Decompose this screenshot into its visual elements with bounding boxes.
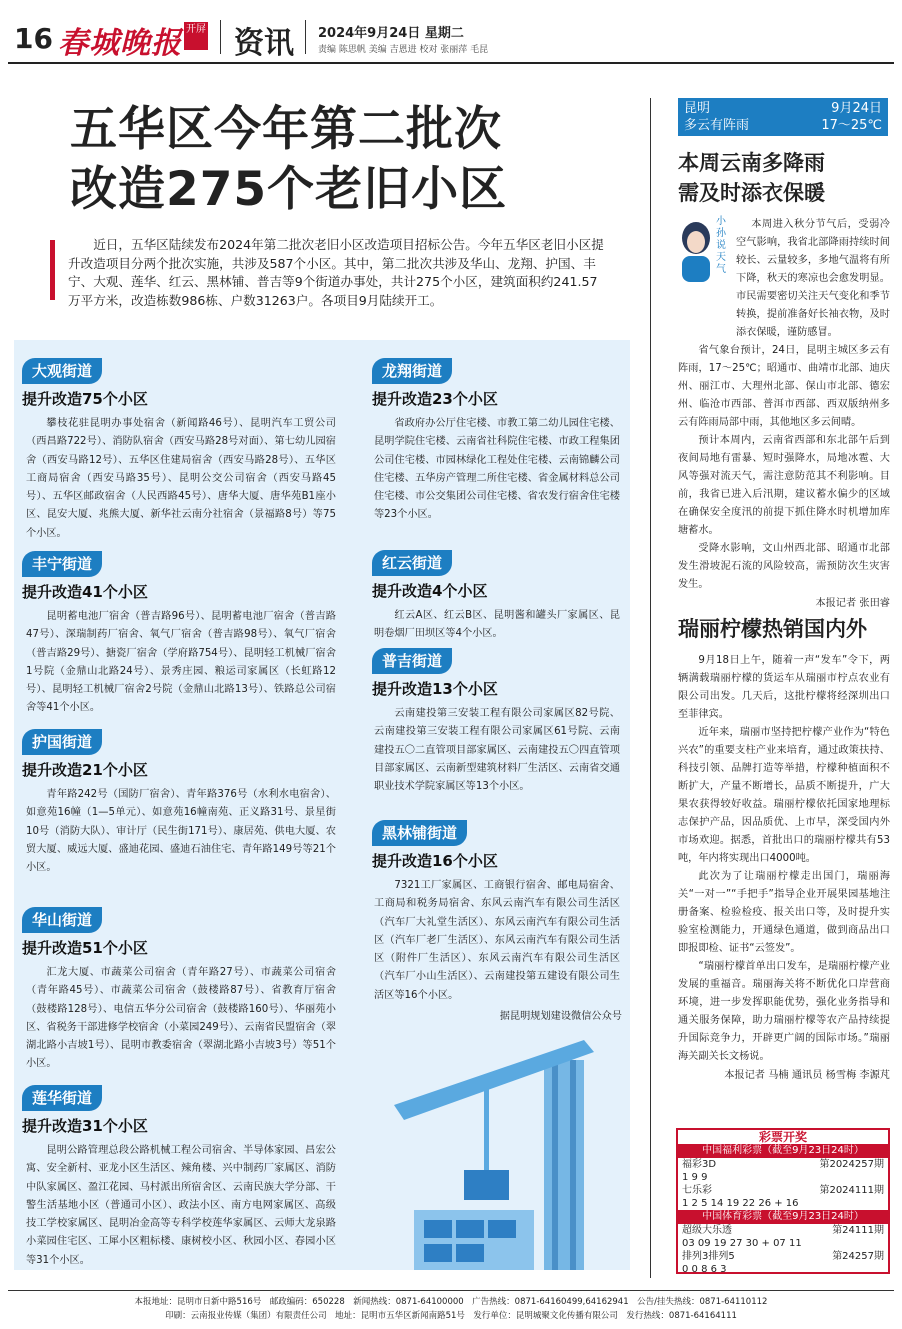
intro-accent-bar	[50, 240, 55, 300]
street-body: 攀枝花驻昆明办事处宿舍（新闻路46号）、昆明汽车工贸公司（西昌路722号）、消防队宿舍（西安马路28号对面）、第七幼儿园宿舍（西安马路12号）、五华区住建局宿舍（西安马路28号）、五华区工商局宿舍（西安马路35号）、昆明公交公司宿舍（西安马路45号）、五华区邮政宿舍（人民西路45号）、唐华大厦、唐华苑B1座小区、昆安大厦、兆熊大厦、新华社云南分社宿舍（景福路8号）等75个小区。	[26, 418, 336, 539]
lottery-numbers: 1 2 5 14 19 22 26 + 16	[682, 1198, 799, 1209]
weather-temp: 17～25℃	[821, 118, 882, 133]
newspaper-masthead: 春城晚报	[58, 26, 182, 61]
lottery-game: 超级大乐透	[682, 1225, 732, 1236]
street-tag: 黑林铺街道	[372, 820, 467, 846]
presenter-label: 小孙说天气	[716, 216, 726, 275]
lottery-numbers: 0 0 8 6 3	[682, 1264, 727, 1275]
street-body: 云南建投第三安装工程有限公司家属区82号院、云南建投第三安装工程有限公司家属区61号院、云南建投五〇二直管项目部家属区、云南建投五〇四直管项目部家属区、云南新型建筑材料厂生活区、云南省交通职业技术学院家属区等13个小区。	[374, 708, 620, 793]
article-paragraph: 受降水影响，文山州西北部、昭通市北部发生滑坡泥石流的风险较高，需预防次生灾害发生。	[678, 543, 890, 590]
page-number: 16	[14, 22, 53, 55]
right-streets-column	[372, 358, 622, 1022]
welfare-lottery-header: 中国福利彩票（截至9月23日24时）	[678, 1144, 888, 1158]
street-body: 青年路242号（国防厂宿舍）、青年路376号（水利水电宿舍）、如意苑16幢（1—5单元）、如意苑16幢南苑、正义路31号、景星街10号（消防大队）、审计厅（民生街171号）、康居苑、供电大厦、农贸大厦、威远大厦、盛迪花园、盛迪石油住宅、青年路149号等21个小区。	[26, 789, 336, 874]
street-block	[372, 648, 622, 820]
street-tag: 红云街道	[372, 550, 452, 576]
article-paragraph: 预计本周内，云南省西部和东北部午后到夜间局地有雷暴、短时强降水，局地冰雹、大风等强对流天气，需注意防范其不利影响。目前，我省已进入后汛期，建议蓄水偏少的区域在确保安全度汛的前提下抓住降水时机增加库塘蓄水。	[678, 435, 890, 536]
weather-article-body	[678, 216, 890, 609]
street-block	[22, 1085, 340, 1270]
weather-date: 9月24日	[831, 101, 882, 116]
issue-date: 2024年9月24日 星期二	[318, 26, 464, 41]
lottery-numbers: 1 9 9	[682, 1172, 708, 1183]
street-tag: 莲华街道	[22, 1085, 102, 1111]
street-subhead: 提升改造41个小区	[22, 583, 148, 601]
lottery-game: 福彩3D	[682, 1159, 717, 1170]
street-block	[22, 551, 340, 729]
article-paragraph: 省气象台预计，24日，昆明主城区多云有阵雨，17～25℃；昭通市、曲靖市北部、迪庆州、丽江市、大理州北部、保山市北部、德宏州、临沧市西部、普洱市西部、西双版纳州多云有阵雨局部中雨，其他地区多云间晴。	[678, 345, 890, 428]
headline-line-2: 改造275个老旧小区	[70, 162, 508, 217]
street-subhead: 提升改造16个小区	[372, 852, 498, 870]
street-subhead: 提升改造23个小区	[372, 390, 498, 408]
source-credit: 据昆明规划建设微信公众号	[499, 1011, 622, 1023]
street-tag: 护国街道	[22, 729, 102, 755]
street-block	[22, 358, 340, 551]
street-tag: 丰宁街道	[22, 551, 102, 577]
street-block	[372, 358, 622, 550]
article-paragraph: 近年来，瑞丽市坚持把柠檬产业作为“特色兴农”的重要支柱产业来培育，通过政策扶持、科技引领、品牌打造等举措，柠檬种植面积不断扩大，产量不断增长，品质不断提升，广大果农获得较好收益。瑞丽柠檬依托国家地理标志保护产品，因品质优、上市早，深受国内外市场欢迎。据悉，首批出口的瑞丽柠檬共有53吨，年内将实现出口4000吨。	[678, 727, 890, 864]
street-body: 昆明蓄电池厂宿舍（普吉路96号）、昆明蓄电池厂宿舍（普吉路47号）、深瑞制药厂宿舍、氧气厂宿舍（普吉路98号）、氧气厂宿舍（普吉路29号）、搪瓷厂宿舍（学府路754号）、昆明轻工机械厂宿舍1号院（金鼎山北路24号）、景秀庄园、粮运司家属区（长虹路12号）、昆明轻工机械厂宿舍2号院（金鼎山北路13号）、铁路总公司宿舍等41个小区。	[26, 611, 336, 714]
sports-lottery-header: 中国体育彩票（截至9月23日24时）	[678, 1210, 888, 1224]
lottery-issue: 第24257期	[832, 1251, 884, 1262]
editors-credit: 责编 陈思帆 美编 吉恩进 校对 张丽萍 毛昆	[318, 45, 489, 55]
street-block	[372, 550, 622, 648]
main-headline	[70, 100, 507, 220]
article-title-line-2: 需及时添衣保暖	[678, 181, 825, 205]
header-divider	[220, 20, 221, 54]
street-subhead: 提升改造31个小区	[22, 1117, 148, 1135]
street-tag: 华山街道	[22, 907, 102, 933]
article-byline: 本报记者 张田睿	[815, 598, 890, 609]
weather-box	[678, 98, 888, 136]
lottery-issue: 第2024111期	[819, 1185, 884, 1196]
header-divider	[305, 20, 306, 54]
lottery-box	[676, 1128, 890, 1274]
article-title: 瑞丽柠檬热销国内外	[678, 617, 867, 641]
street-block	[22, 907, 340, 1085]
article-paragraph: 此次为了让瑞丽柠檬走出国门，瑞丽海关“一对一”“手把手”指导企业开展果园基地注册备案、检验检疫、报关出口等，及时提升实验室检测能力，开通绿色通道，做到商品出口即报即检、证书“云签发”。	[678, 871, 890, 954]
article-title-line-1: 本周云南多降雨	[678, 151, 825, 175]
street-tag: 龙翔街道	[372, 358, 452, 384]
weather-city: 昆明	[684, 101, 711, 116]
header-rule	[8, 62, 894, 64]
street-subhead: 提升改造4个小区	[372, 582, 488, 600]
lottery-issue: 第24111期	[832, 1225, 884, 1236]
intro-paragraph: 近日，五华区陆续发布2024年第二批次老旧小区改造项目招标公告。今年五华区老旧小区提升改造项目分两个批次实施，共涉及587个小区。其中，第二批次共涉及华山、龙翔、护国、丰宁、大观、莲华、红云、黑林铺、普吉等9个街道办事处，共计275个小区，建筑面积约241.57万平方米，改造栋数986栋、户数31263户。各项目9月陆续开工。	[68, 237, 604, 308]
masthead-logo-mark: 开屏	[184, 22, 208, 50]
street-body: 汇龙大厦、市蔬菜公司宿舍（青年路27号）、市蔬菜公司宿舍（青年路45号）、市蔬菜公司宿舍（鼓楼路87号）、省教育厅宿舍（鼓楼路128号）、电信五华分公司宿舍（鼓楼路160号）、华丽苑小区、省税务干部进修学校宿舍（小菜园249号）、云南省民盟宿舍（翠湖北路小吉坡1号）、昆明市教委宿舍（翠湖北路小吉坡3号）等51个小区。	[26, 967, 336, 1070]
street-tag: 大观街道	[22, 358, 102, 384]
street-subhead: 提升改造75个小区	[22, 390, 148, 408]
street-subhead: 提升改造21个小区	[22, 761, 148, 779]
street-body: 昆明公路管理总段公路机械工程公司宿舍、半导体家园、昌宏公寓、安全新村、亚龙小区生活区、辣角楼、兴中制药厂家属区、消防中队家属区、盈江花园、马村派出所宿舍区、云南民族大学分部、干警生活基地小区（普通司小区）、政法小区、南方电网家属区、高级技工学校家属区、昆明冶金高等专科学校莲华家属区、云师大龙泉路小菜园住宅区、工犀小区粗标楼、康树校小区、秋园小区、春园小区等31个小区。	[26, 1145, 336, 1266]
left-streets-column	[22, 358, 340, 1270]
lottery-issue: 第2024257期	[819, 1159, 884, 1170]
weather-condition: 多云有阵雨	[684, 118, 750, 133]
lottery-game: 排列3排列5	[682, 1251, 735, 1262]
article-paragraph: 9月18日上午，随着一声“发车”令下，两辆满载瑞丽柠檬的货运车从瑞丽市柠点农业有限公司出发。几天后，这批柠檬将经深圳出口至菲律宾。	[678, 655, 890, 720]
footer-rule	[8, 1290, 894, 1291]
street-body: 7321工厂家属区、工商银行宿舍、邮电局宿舍、工商局和税务局宿舍、东风云南汽车有限公司生活区（汽车厂大礼堂生活区）、东风云南汽车有限公司生活区（汽车厂老厂生活区）、东风云南汽车有限公司生活区（附件厂生活区）、东风云南汽车有限公司生活区（汽车厂小山生活区）、云南建投第五建设有限公司生活区等16个小区。	[374, 880, 620, 1001]
article-paragraph: 本周进入秋分节气后，受弱冷空气影响，我省北部降雨持续时间较长、云量较多，多地气温将有所下降，秋天的寒凉也会愈发明显。市民需要密切关注天气变化和季节转换，提前准备好长袖衣物，及时添衣保暖，谨防感冒。	[736, 219, 890, 338]
lottery-title: 彩票开奖	[758, 1130, 807, 1144]
street-body: 红云A区、红云B区、昆明酱和罐头厂家属区、昆明卷烟厂田坝区等4个小区。	[374, 610, 620, 640]
headline-line-1: 五华区今年第二批次	[70, 102, 502, 157]
crane-illustration	[394, 1020, 630, 1270]
footer-printing: 印刷：云南报业传媒（集团）有限责任公司 地址：昆明市五华区新闻南路51号 发行单位：昆明城聚文化传播有限公司 发行热线：0871-64164111	[165, 1311, 737, 1321]
weather-article	[678, 148, 890, 208]
lottery-numbers: 03 09 19 27 30 + 07 11	[682, 1238, 802, 1249]
footer-address: 本报地址：昆明市日新中路516号 邮政编码：650228 新闻热线：0871-64100000 广告热线：0871-64160499,64162941 公告/挂失热线：0871-64110112	[134, 1297, 768, 1307]
street-subhead: 提升改造51个小区	[22, 939, 148, 957]
street-subhead: 提升改造13个小区	[372, 680, 498, 698]
lemon-article	[678, 614, 890, 1081]
lottery-game: 七乐彩	[682, 1185, 712, 1196]
section-title: 资讯	[234, 26, 294, 61]
street-block	[372, 820, 622, 1022]
article-paragraph: “瑞丽柠檬首单出口发车，是瑞丽柠檬产业发展的重福音。瑞丽海关将不断优化口岸营商环境，进一步发挥职能优势，强化业务指导和通关服务保障，助力瑞丽柠檬等农产品持续提升国际竞争力，开辟更广阔的国际市场。”瑞丽海关副关长文杨说。	[678, 961, 890, 1062]
street-block	[22, 729, 340, 907]
column-divider	[650, 98, 651, 1278]
street-tag: 普吉街道	[372, 648, 452, 674]
street-body: 省政府办公厅住宅楼、市教工第二幼儿园住宅楼、昆明学院住宅楼、云南省社科院住宅楼、市政工程集团公司住宅楼、市园林绿化工程处住宅楼、云南锦麟公司住宅楼、五华房产管理二所住宅楼、省金属材料总公司住宅楼、市公交集团公司住宅楼、省农发行宿舍住宅楼等23个小区。	[374, 418, 620, 521]
article-byline: 本报记者 马楠 通讯员 杨雪梅 李源芃	[724, 1070, 890, 1081]
